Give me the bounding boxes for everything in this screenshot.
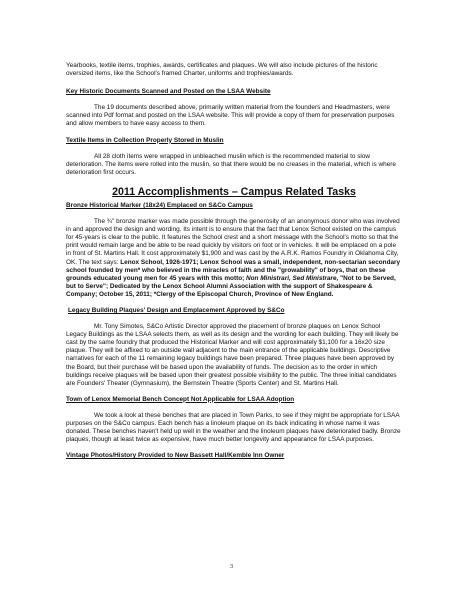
marker-description: The ¾" bronze marker was made possible through the generosity of an anonymous donor who was involved in and approved the design and wording. Its intent is to ensure that the fact that Lenox School existed on the campus for 45-years is clear to the public. It features the School crest and a short message with the School's motto so that the print would remain large and be able to be read quickly by visitors on foot or in vehicles. It will be emplaced on a pole in front of St. Martins Hall. It cost approximately $1,900 and was cast by the A.R.K. Ramos Foundry in Oklahoma City, OK. The text says: — [66, 218, 400, 266]
section-body-memorial-bench: We took a look at these benches that are placed in Town Parks, to see if they might be appropriate for LSAA purposes on the S&Co campus. Each bench has a linoleum plaque on its back indicating in whose name it was donated. These benches haven't held up well in the weather and the linoleum plaques have deteriorated badly. Bronze plaques, though at least twice as expensive, have much better longevity and appearance for LSAA purposes. — [66, 411, 401, 444]
section-body-bronze-marker — [66, 218, 402, 299]
intro-paragraph: Yearbooks, textile items, trophies, awards, certificates and plaques. We will also include pictures of the historic oversized items, like the School's framed Charter, uniforms and trophies/awards. — [66, 62, 378, 78]
page-number: 3 — [229, 563, 234, 570]
document-page — [66, 62, 402, 460]
main-heading-campus-tasks: 2011 Accomplishments – Campus Related Tasks — [112, 185, 356, 198]
section-heading-bronze-marker: Bronze Historical Marker (18x24) Emplaced on S&Co Campus — [66, 201, 253, 209]
marker-inscription-part-1: Lenox School, 1926-1971; Lenox School was a small, independent, non-sectarian secondary school founded by men* who believed in the miracles of faith and the "growability" of boys, that on these grounds educated young men for 45 years with this motto; — [66, 258, 401, 282]
section-heading-memorial-bench: Town of Lenox Memorial Bench Concept Not Applicable for LSAA Adoption — [66, 395, 295, 403]
section-body-textile-items: All 28 cloth items were wrapped in unbleached muslin which is the recommended material to slow deterioration. The items were rolled into the muslin, so that there would be no creases in the material, which is where deterioration first occurs. — [66, 152, 396, 176]
section-body-documents-scanned: The 19 documents described above, primarily written material from the founders and Headmasters, were scanned into Pdf format and posted on the LSAA website. This will provide a copy of them for preservation purposes and allow members to have easy access to them. — [66, 104, 395, 128]
section-heading-documents-scanned: Key Historic Documents Scanned and Posted on the LSAA Website — [66, 88, 271, 96]
section-heading-textile-items: Textile Items in Collection Properly Stored in Muslin — [66, 136, 224, 144]
marker-inscription-part-2: "Not to be Served, but to Serve"; Dedicated by the Lenox School Alumni Association with the support of Shakespeare & Company; October 15, 2011; *Clergy of the Episcopal Church, Province of New England. — [66, 274, 396, 298]
marker-inscription-motto: Non Ministrari, Sed Ministrare, — [246, 274, 339, 282]
section-body-legacy-plaques: Mr. Tony Simotes, S&Co Artistic Director approved the placement of bronze plaques on Lenox School Legacy Buildings as the LSAA selects them, as well as its design and the wording for each building. They will likely be cast by the same foundry that produced the Historical Marker and will cost approximately $1,100 for a 16x20 size plaque. They will be affixed to an outside wall adjacent to the main entrance of the applicable buildings. Descriptive narratives for each of the 11 remaining legacy buildings have been prepared. Three plaques have been approved by the Board, but their purchase will be based upon the availability of funds. The decision as to the order in which buildings receive plaques will be based upon their greatest possible visibility to the public. The three initial candidates are Founders' Theater (Gymnasium), the Bernstein Theatre (Sports Center) and St. Martins Hall. — [66, 323, 399, 387]
section-heading-vintage-photos: Vintage Photos/History Provided to New Bassett Hall/Kemble Inn Owner — [66, 452, 285, 460]
section-heading-legacy-plaques: Legacy Building Plaques' Design and Emplacement Approved by S&Co — [68, 306, 285, 314]
